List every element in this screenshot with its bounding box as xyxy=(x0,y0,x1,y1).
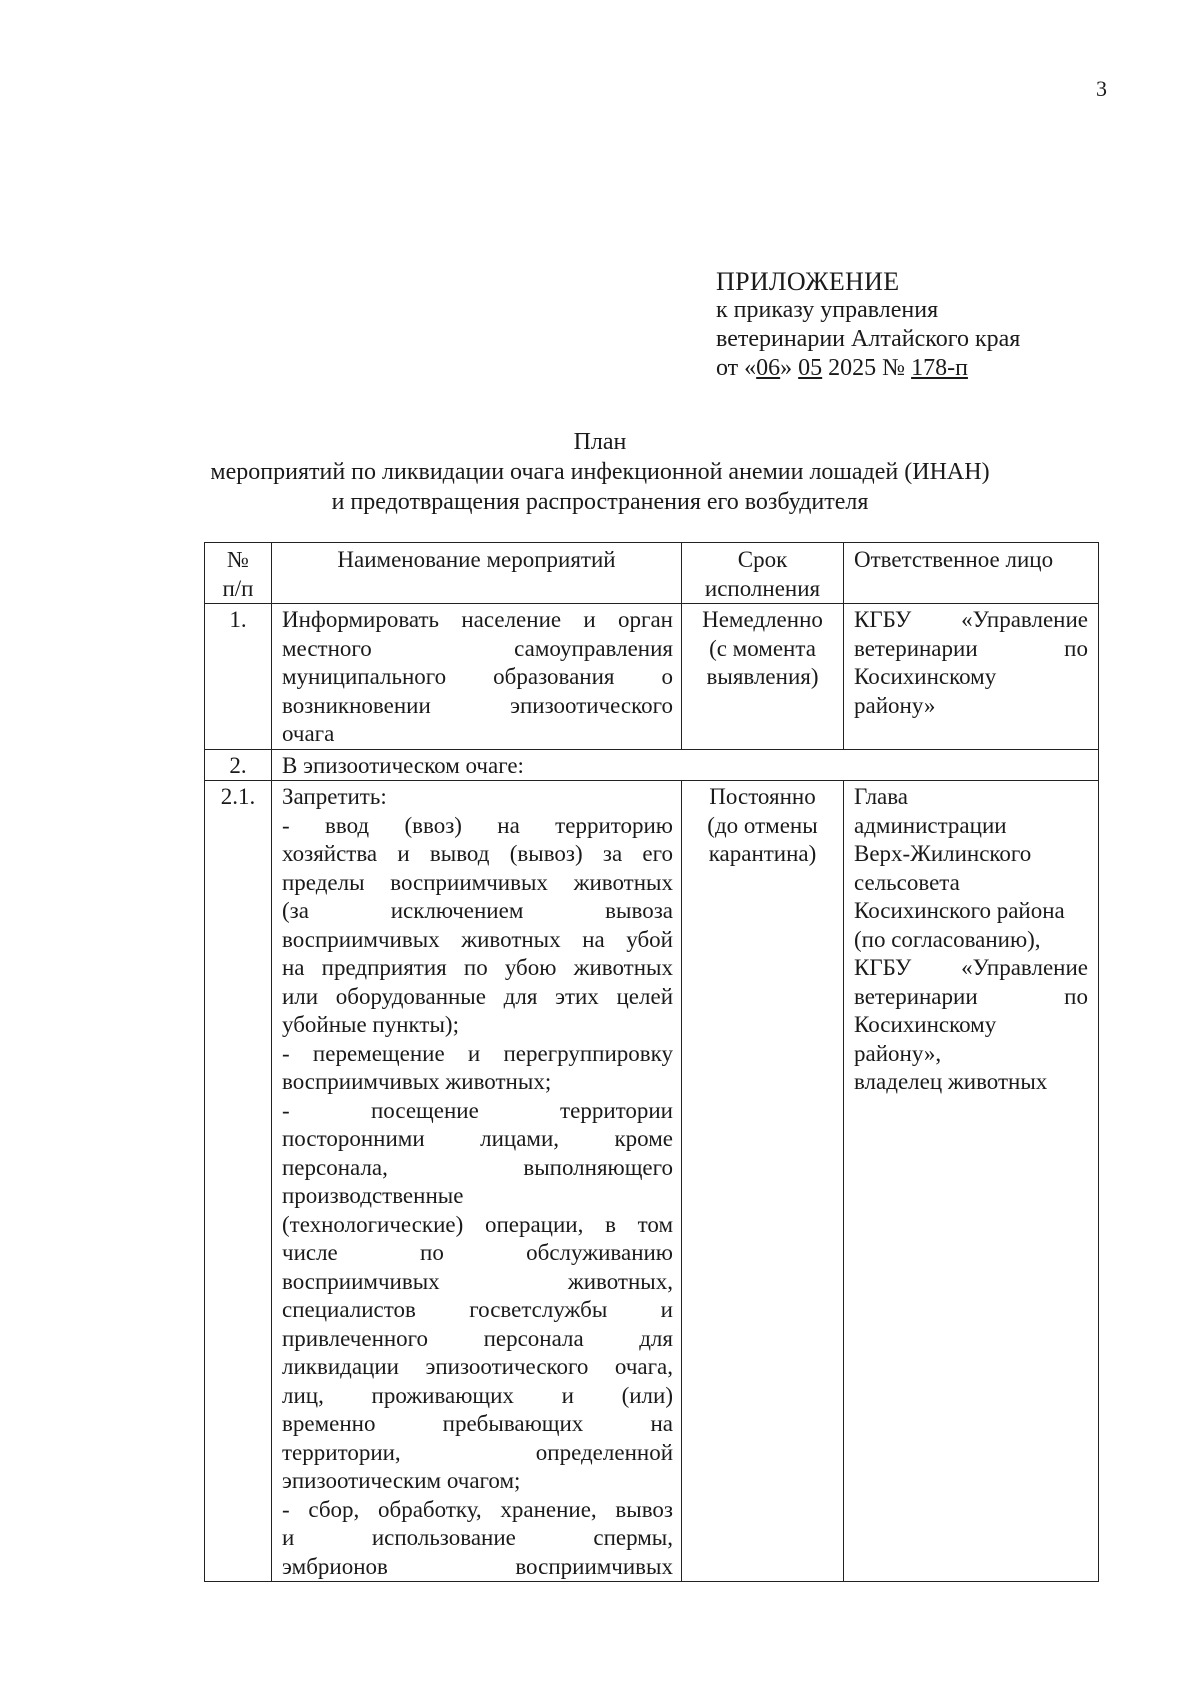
row-2-text: В эпизоотическом очаге: xyxy=(272,749,1099,781)
cell-line: району», xyxy=(854,1040,942,1066)
cell-line: ветеринарии по xyxy=(854,635,1088,661)
row-2-1-text xyxy=(272,781,682,1582)
plan-title-line-2: мероприятий по ликвидации очага инфекционной анемии лошадей (ИНАН) xyxy=(210,459,990,485)
header-name: Наименование мероприятий xyxy=(272,543,682,604)
cell-line: персонала, выполняющего xyxy=(282,1154,673,1180)
cell-line: муниципального образования о xyxy=(282,664,673,689)
cell-line: выявления) xyxy=(706,664,819,689)
cell-line: ликвидации эпизоотического очага, xyxy=(282,1354,673,1379)
row-1-term xyxy=(682,604,844,750)
cell-line: временно пребывающих на xyxy=(282,1411,673,1436)
appendix-line-2: ветеринарии Алтайского края xyxy=(716,326,1021,352)
cell-line: Запретить: xyxy=(282,784,387,809)
cell-line: (технологические) операции, в том xyxy=(282,1211,673,1237)
cell-line: эпизоотическим очагом; xyxy=(282,1468,521,1493)
plan-title-line-3: и предотвращения распространения его возбудителя xyxy=(331,489,869,515)
table-row xyxy=(205,749,1099,781)
cell-line: владелец животных xyxy=(854,1069,1048,1094)
cell-line: местного самоуправления xyxy=(282,635,673,661)
header-num xyxy=(205,543,272,604)
cell-line: на предприятия по убою животных xyxy=(282,955,673,980)
cell-line: очага xyxy=(282,721,335,746)
cell-line: (с момента xyxy=(709,635,816,661)
cell-line: восприимчивых животных, xyxy=(282,1268,673,1294)
table-row xyxy=(205,604,1099,750)
cell-line: сельсовета xyxy=(854,869,960,895)
cell-line: и использование спермы, xyxy=(282,1525,673,1550)
cell-line: специалистов госветслужбы и xyxy=(282,1297,673,1322)
cell-line: Косихинскому xyxy=(854,1012,997,1037)
cell-line: - посещение территории xyxy=(282,1097,673,1123)
table-row xyxy=(205,781,1099,1582)
cell-line: пределы восприимчивых животных xyxy=(282,869,673,895)
row-1-responsible xyxy=(844,604,1099,750)
cell-line: КГБУ «Управление xyxy=(854,955,1088,980)
appendix-block xyxy=(716,267,1020,383)
header-term-line-2: исполнения xyxy=(704,575,821,601)
appendix-order-date xyxy=(716,354,1020,383)
cell-line: администрации xyxy=(854,812,1007,838)
cell-line: Косихинского района xyxy=(854,898,1065,923)
cell-line: восприимчивых животных на убой xyxy=(282,926,673,952)
appendix-heading: ПРИЛОЖЕНИЕ xyxy=(716,267,900,296)
date-year: 2025 № xyxy=(822,355,912,381)
date-mid: » xyxy=(780,355,799,381)
date-prefix: от « xyxy=(716,355,757,381)
cell-line: хозяйства и вывод (вывоз) за его xyxy=(282,841,673,866)
cell-line: Немедленно xyxy=(702,607,823,632)
row-2-1-num: 2.1. xyxy=(205,781,272,1582)
cell-line: району» xyxy=(854,692,936,718)
cell-line: территории, определенной xyxy=(282,1439,673,1465)
cell-line: Постоянно xyxy=(709,784,816,809)
header-num-line-2: п/п xyxy=(222,575,254,601)
row-1-num: 1. xyxy=(205,604,272,750)
cell-line: лиц, проживающих и (или) xyxy=(282,1382,673,1408)
table-header-row xyxy=(205,543,1099,604)
plan-title xyxy=(0,427,1200,517)
cell-line: - сбор, обработку, хранение, вывоз xyxy=(282,1496,673,1522)
cell-line: Косихинскому xyxy=(854,664,997,689)
order-number: 178-п xyxy=(911,355,968,381)
cell-line: эмбрионов восприимчивых xyxy=(282,1553,673,1579)
cell-line: посторонними лицами, кроме xyxy=(282,1126,673,1151)
cell-line: убойные пункты); xyxy=(282,1012,459,1037)
cell-line: (за исключением вывоза xyxy=(282,898,673,923)
cell-line: числе по обслуживанию xyxy=(282,1240,673,1265)
cell-line: возникновении эпизоотического xyxy=(282,692,673,718)
row-1-text xyxy=(272,604,682,750)
cell-line: Глава xyxy=(854,784,909,809)
page-number: 3 xyxy=(1096,76,1107,101)
cell-line: карантина) xyxy=(708,841,817,866)
plan-table xyxy=(204,542,1099,1582)
date-month: 05 xyxy=(798,355,823,381)
appendix-line-1: к приказу управления xyxy=(716,297,939,323)
cell-line: КГБУ «Управление xyxy=(854,607,1088,632)
header-term xyxy=(682,543,844,604)
date-day: 06 xyxy=(756,355,781,381)
header-responsible: Ответственное лицо xyxy=(844,543,1099,604)
header-term-line-1: Срок xyxy=(737,547,788,572)
cell-line: привлеченного персонала для xyxy=(282,1325,673,1351)
cell-line: - ввод (ввоз) на территорию xyxy=(282,812,673,838)
cell-line: восприимчивых животных; xyxy=(282,1069,552,1094)
header-num-line-1: № xyxy=(227,547,249,572)
row-2-1-term xyxy=(682,781,844,1582)
row-2-1-responsible xyxy=(844,781,1099,1582)
plan-title-line-1: План xyxy=(573,429,627,455)
cell-line: производственные xyxy=(282,1183,464,1208)
cell-line: Верх-Жилинского xyxy=(854,841,1032,866)
cell-line: - перемещение и перегруппировку xyxy=(282,1040,673,1066)
cell-line: или оборудованные для этих целей xyxy=(282,983,673,1009)
cell-line: ветеринарии по xyxy=(854,983,1088,1009)
cell-line: Информировать население и орган xyxy=(282,607,673,632)
row-2-num: 2. xyxy=(205,749,272,781)
cell-line: (по согласованию), xyxy=(854,926,1041,952)
cell-line: (до отмены xyxy=(707,812,818,838)
